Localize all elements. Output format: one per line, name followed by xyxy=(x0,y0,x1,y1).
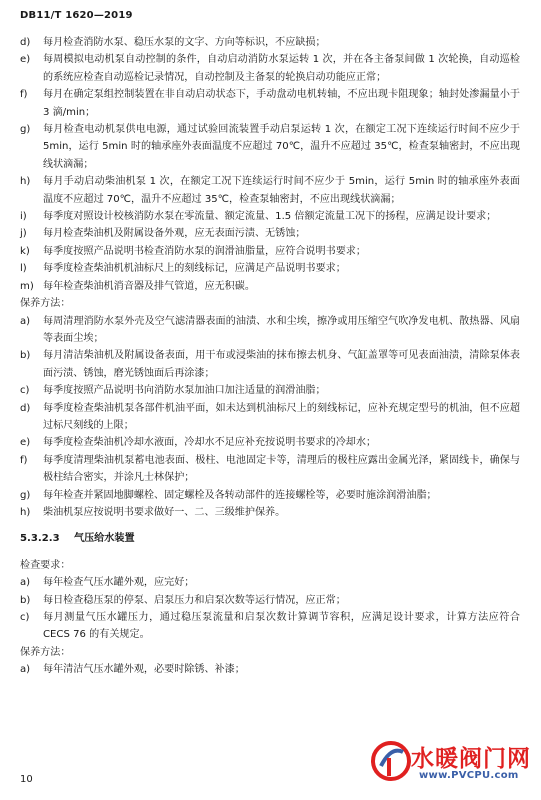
maintenance-methods-title-2: 保养方法： xyxy=(20,646,71,658)
page-number: 10 xyxy=(20,774,33,785)
list-item-label: c) xyxy=(20,385,30,397)
watermark-url: www.PVCPU.com xyxy=(419,770,519,781)
list-item-text: 每季度检查柴油机泵各部件机油平面，如未达到机油标尺上的刻线标记，应补充规定型号的机油，但不应超过标尺刻线的上限； xyxy=(43,402,520,431)
maintenance-methods-list-1 xyxy=(20,313,520,522)
list-item xyxy=(20,661,520,678)
section-title: 气压给水装置 xyxy=(74,533,135,545)
faucet-logo-icon xyxy=(371,738,411,784)
list-item xyxy=(20,609,520,644)
list-item xyxy=(20,278,520,295)
section-heading xyxy=(20,530,520,547)
list-item-label: b) xyxy=(20,350,31,362)
list-item-label: j) xyxy=(20,228,27,240)
list-item xyxy=(20,400,520,435)
watermark-site-name: 水暖阀门网 xyxy=(411,746,531,772)
list-item xyxy=(20,225,520,242)
list-item xyxy=(20,592,520,609)
list-item-label: d) xyxy=(20,37,31,48)
document-body xyxy=(20,34,520,679)
list-item xyxy=(20,86,520,121)
list-item-text: 每季度清理柴油机泵蓄电池表面、极柱、电池固定卡等，清理后的极柱应露出金属光泽，紧固线卡，确保与极柱结合密实，并涂凡士林保护； xyxy=(43,454,520,484)
list-item-text: 每月检查电动机泵供电电源，通过试验回流装置手动启泵运转 1 次，在额定工况下连续运行时间不应少于 5min，运行 5min 时的轴承座外表面温度不应超过 70℃，温升不应超过 35℃，检查泵轴密封，不应出现线状滴漏； xyxy=(43,124,520,170)
list-item-text: 每月检查消防水泵、稳压水泵的文字、方向等标识，不应缺损； xyxy=(43,37,326,48)
list-item-text: 每季度按照产品说明书向消防水泵加油口加注适量的润滑油脂； xyxy=(43,385,326,397)
list-item xyxy=(20,173,520,208)
list-item-label: h) xyxy=(20,506,31,518)
list-item-label: h) xyxy=(20,176,31,188)
list-item xyxy=(20,434,520,451)
list-item-text: 每月检查柴油机及附属设备外观，应无表面污渍、无锈蚀； xyxy=(43,228,306,240)
list-item xyxy=(20,504,520,521)
list-item xyxy=(20,243,520,260)
list-item-text: 每周模拟电动机泵自动控制的条件，自动启动消防水泵运转 1 次，并在各主备泵间做 1 次轮换，自动巡检的系统应检查自动巡检记录情况，自动控制及主备泵的轮换启动功能应正常； xyxy=(43,54,520,83)
section-number: 5.3.2.3 xyxy=(20,533,60,545)
list-item xyxy=(20,260,520,277)
check-requirements-list-1 xyxy=(20,34,520,295)
list-item-text: 每月在确定泵组控制装置在非自动启动状态下，手动盘动电机转轴，不应出现卡阻现象；轴封处渗漏量小于 3 滴/min； xyxy=(43,89,520,118)
list-item-text: 每周清理消防水泵外壳及空气滤清器表面的油渍、水和尘埃，擦净或用压缩空气吹净发电机、散热器、风扇等表面尘埃； xyxy=(43,315,520,344)
check-requirements-list-2 xyxy=(20,574,520,644)
list-item-label: a) xyxy=(20,577,31,589)
list-item xyxy=(20,347,520,382)
list-item xyxy=(20,51,520,86)
list-item-text: 每月清洁柴油机及附属设备表面，用干布或浸柴油的抹布擦去机身、气缸盖罩等可见表面油渍，清除泵体表面污渍、锈蚀，磨光锈蚀面后再涂漆； xyxy=(43,350,520,379)
maintenance-methods-title-1: 保养方法： xyxy=(20,298,71,310)
list-item-label: l) xyxy=(20,263,27,275)
list-item-label: d) xyxy=(20,402,31,414)
list-item-text: 每年检查气压水罐外观，应完好； xyxy=(43,577,195,589)
list-item-label: b) xyxy=(20,594,31,606)
list-item-label: a) xyxy=(20,315,31,327)
list-item-text: 每月测量气压水罐压力，通过稳压泵流量和启泵次数计算调节容积，应满足设计要求，计算方法应符合 CECS 76 的有关规定。 xyxy=(43,612,520,641)
list-item-label: f) xyxy=(20,454,28,466)
list-item xyxy=(20,452,520,487)
list-item-label: m) xyxy=(20,280,34,292)
list-item-text: 每日检查稳压泵的停泵、启泵压力和启泵次数等运行情况，应正常； xyxy=(43,594,346,606)
list-item-label: i) xyxy=(20,211,27,223)
site-watermark xyxy=(371,736,531,792)
list-item xyxy=(20,487,520,504)
list-item-text: 每季度检查柴油机冷却水液面，冷却水不足应补充按说明书要求的冷却水； xyxy=(43,437,377,449)
list-item-text: 每季度对照设计校核消防水泵在零流量、额定流量、1.5 倍额定流量工况下的扬程，应满足设计要求； xyxy=(43,211,497,223)
list-item-text: 每季度检查柴油机机油标尺上的刻线标记，应满足产品说明书要求； xyxy=(43,263,346,275)
list-item-label: g) xyxy=(20,489,31,501)
list-item xyxy=(20,208,520,225)
check-requirements-title-2: 检查要求： xyxy=(20,559,71,571)
list-item-label: c) xyxy=(20,612,30,623)
list-item xyxy=(20,574,520,591)
document-code-header: DB11/T 1620—2019 xyxy=(20,10,133,21)
list-item-label: a) xyxy=(20,664,31,676)
list-item-label: f) xyxy=(20,89,28,101)
list-item-text: 每年清洁气压水罐外观，必要时除锈、补漆； xyxy=(43,664,245,676)
list-item-label: e) xyxy=(20,437,31,449)
list-item-text: 每年检查并紧固地脚螺栓、固定螺栓及各转动部件的连接螺栓等，必要时施涂润滑油脂； xyxy=(43,489,437,501)
list-item xyxy=(20,34,520,51)
list-item-text: 每年检查柴油机消音器及排气管道，应无积碳。 xyxy=(43,280,255,292)
list-item-text: 每月手动启动柴油机泵 1 次，在额定工况下连续运行时间不应少于 5min，运行 5min 时的轴承座外表面温度不应超过 70℃，温升不应超过 35℃，检查泵轴密封，不应出现线状滴漏； xyxy=(43,176,520,205)
list-item xyxy=(20,382,520,399)
list-item xyxy=(20,121,520,173)
list-item-label: e) xyxy=(20,54,31,66)
list-item-label: g) xyxy=(20,124,31,136)
list-item-text: 每季度按照产品说明书检查消防水泵的润滑油脂量，应符合说明书要求； xyxy=(43,245,366,257)
list-item-text: 柴油机泵应按说明书要求做好一、二、三级维护保养。 xyxy=(43,506,286,518)
list-item-label: k) xyxy=(20,245,30,257)
list-item xyxy=(20,313,520,348)
maintenance-methods-list-2 xyxy=(20,661,520,678)
